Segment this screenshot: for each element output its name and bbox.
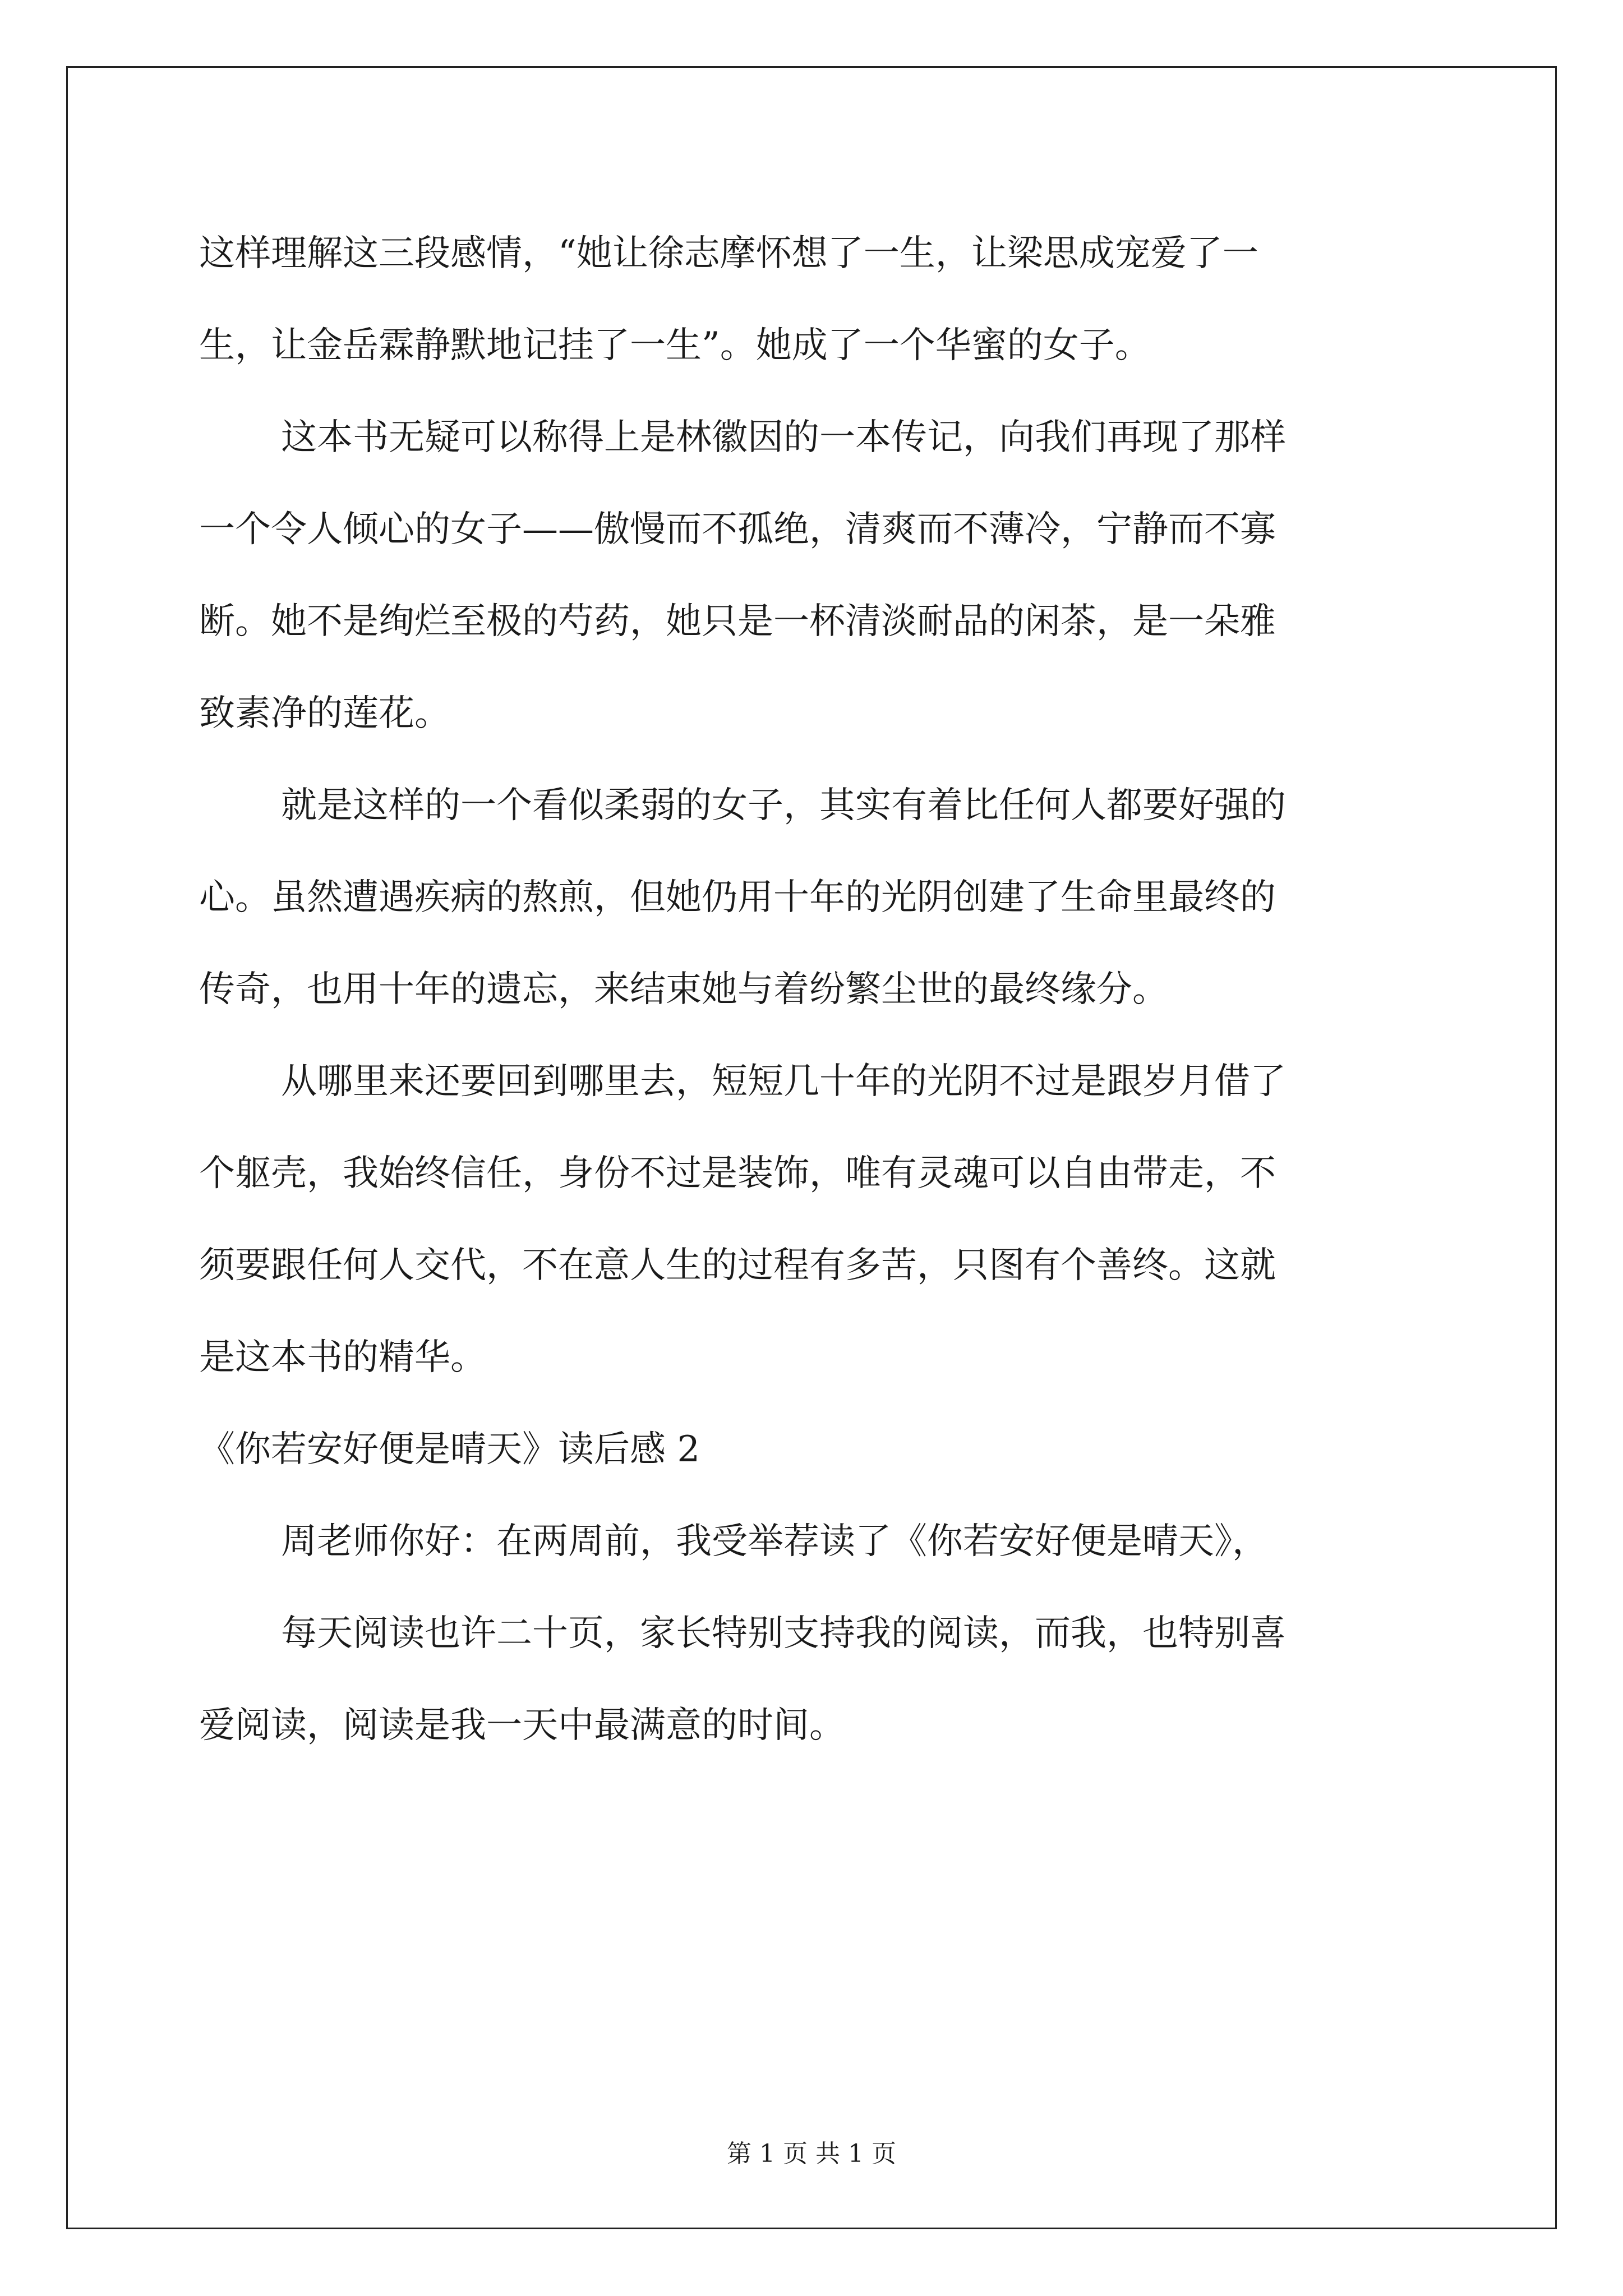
page-footer: 第 1 页 共 1 页	[727, 2139, 896, 2168]
paragraph-first-line: 周老师你好：在两周前，我受举荐读了《你若安好便是晴天》，	[281, 1521, 1268, 1562]
text-line: 是这本书的精华。	[199, 1337, 486, 1378]
text-line: 须要跟任何人交代，不在意人生的过程有多苦，只图有个善终。这就	[199, 1245, 1276, 1286]
text-line: 断。她不是绚烂至极的芍药，她只是一杯清淡耐品的闲茶，是一朵雅	[199, 601, 1276, 642]
text-line: 生，让金岳霖静默地记挂了一生”。她成了一个华蜜的女子。	[199, 325, 1151, 366]
text-line: 个躯壳，我始终信任，身份不过是装饰，唯有灵魂可以自由带走，不	[199, 1153, 1276, 1194]
text-line: 一个令人倾心的女子——傲慢而不孤绝，清爽而不薄冷，宁静而不寡	[199, 509, 1276, 550]
paragraph-first-line: 从哪里来还要回到哪里去，短短几十年的光阴不过是跟岁月借了	[281, 1061, 1286, 1102]
document-body	[199, 208, 1433, 1772]
paragraph-first-line: 这本书无疑可以称得上是林徽因的一本传记，向我们再现了那样	[281, 417, 1286, 458]
text-line: 这样理解这三段感情，“她让徐志摩怀想了一生，让梁思成宠爱了一	[199, 233, 1258, 274]
section-heading: 《你若安好便是晴天》读后感 2	[199, 1429, 700, 1470]
text-line: 传奇，也用十年的遗忘，来结束她与着纷繁尘世的最终缘分。	[199, 969, 1168, 1010]
text-line: 致素净的莲花。	[199, 693, 450, 734]
paragraph-first-line: 就是这样的一个看似柔弱的女子，其实有着比任何人都要好强的	[281, 785, 1286, 826]
paragraph-first-line: 每天阅读也许二十页，家长特别支持我的阅读，而我，也特别喜	[281, 1613, 1286, 1654]
text-line: 爱阅读，阅读是我一天中最满意的时间。	[199, 1705, 845, 1746]
text-line: 心。虽然遭遇疾病的熬煎，但她仍用十年的光阴创建了生命里最终的	[199, 877, 1276, 918]
